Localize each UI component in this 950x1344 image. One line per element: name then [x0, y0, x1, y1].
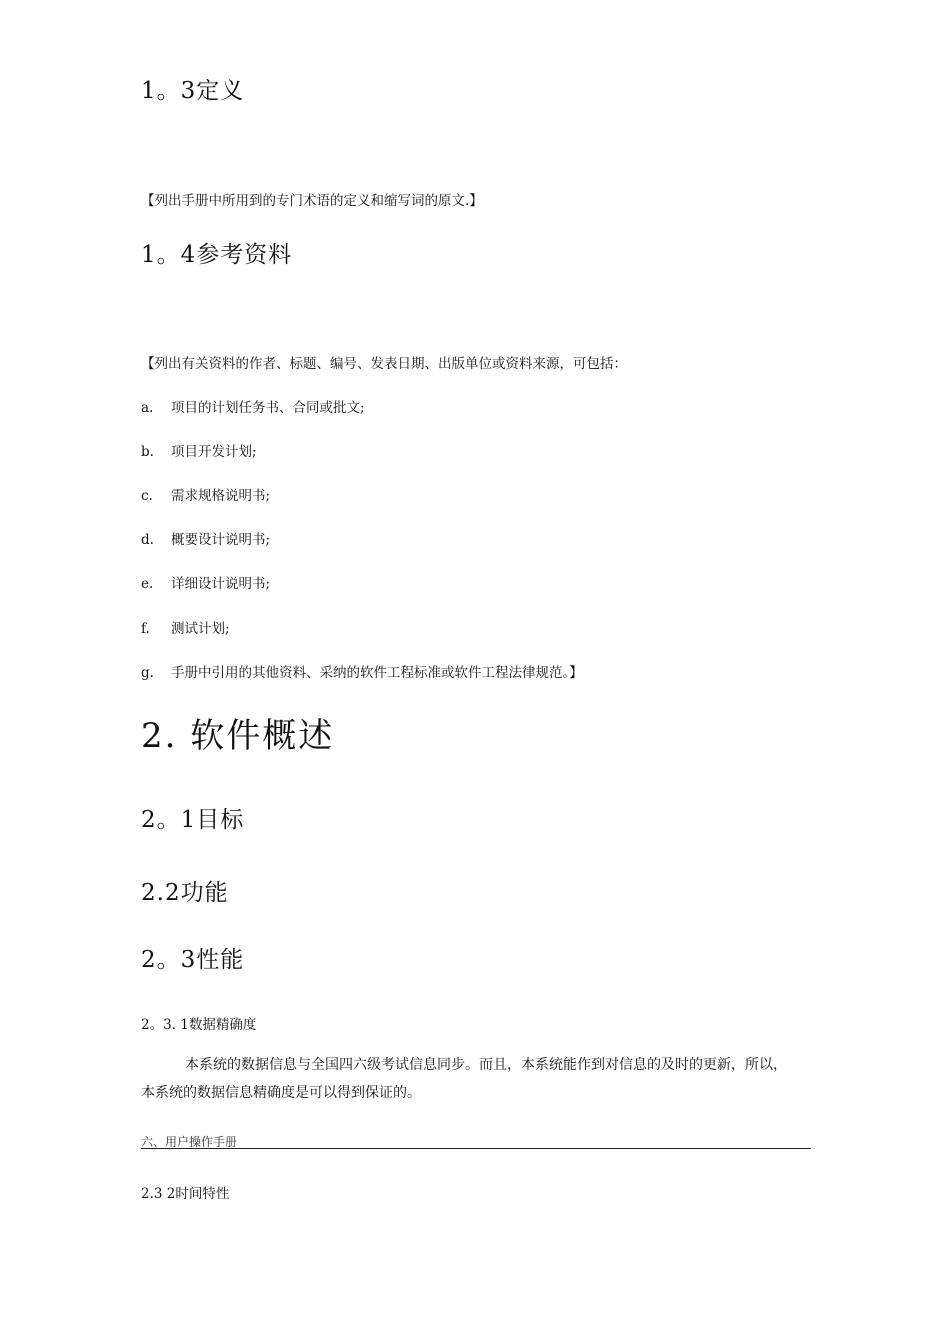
section-2-1-heading: 2。1目标 [141, 807, 245, 833]
list-marker: a. [141, 400, 154, 416]
list-text: 项目的计划任务书、合同或批文; [171, 400, 365, 416]
list-text: 详细设计说明书; [171, 576, 271, 592]
list-text: 项目开发计划; [171, 444, 257, 460]
page-footer-text: 六、用户操作手册 [141, 1135, 238, 1149]
section-2-3-1-text: 本系统的数据信息与全国四六级考试信息同步。而且，本系统能作到对信息的及时的更新，所以，本系统的数据信息精确度是可以得到保证的。 [141, 1057, 787, 1101]
list-item [141, 572, 270, 592]
list-marker: c. [141, 488, 153, 504]
list-item [141, 396, 365, 416]
section-1-3-heading: 1。3定义 [141, 78, 245, 104]
section-2-3-2-heading: 2.3 2时间特性 [141, 1186, 230, 1202]
list-marker: d. [141, 532, 154, 548]
list-marker: f. [141, 621, 150, 637]
section-2-2-heading: 2.2功能 [141, 880, 229, 906]
list-text: 手册中引用的其他资料、采纳的软件工程标准或软件工程法律规范。】 [171, 665, 583, 681]
list-item [141, 661, 583, 681]
section-1-4-heading: 1。4参考资料 [141, 242, 293, 268]
list-text: 需求规格说明书; [171, 488, 271, 504]
footer-divider [141, 1148, 811, 1149]
list-item [141, 484, 270, 504]
list-item [141, 440, 257, 460]
section-1-4-text: 【列出有关资料的作者、标题、编号、发表日期、出版单位或资料来源，可包括： [141, 356, 627, 372]
list-text: 概要设计说明书; [171, 532, 271, 548]
list-marker: b. [141, 444, 154, 460]
section-2-3-heading: 2。3性能 [141, 947, 245, 973]
section-1-3-text: 【列出手册中所用到的专门术语的定义和缩写词的原文.】 [141, 193, 483, 209]
list-text: 测试计划; [171, 621, 230, 637]
section-2-heading: 2. 软件概述 [141, 716, 335, 756]
section-2-3-1-heading: 2。3. 1数据精确度 [141, 1017, 257, 1033]
list-marker: g. [141, 665, 154, 681]
list-item [141, 528, 270, 548]
list-marker: e. [141, 576, 154, 592]
list-item [141, 617, 230, 637]
